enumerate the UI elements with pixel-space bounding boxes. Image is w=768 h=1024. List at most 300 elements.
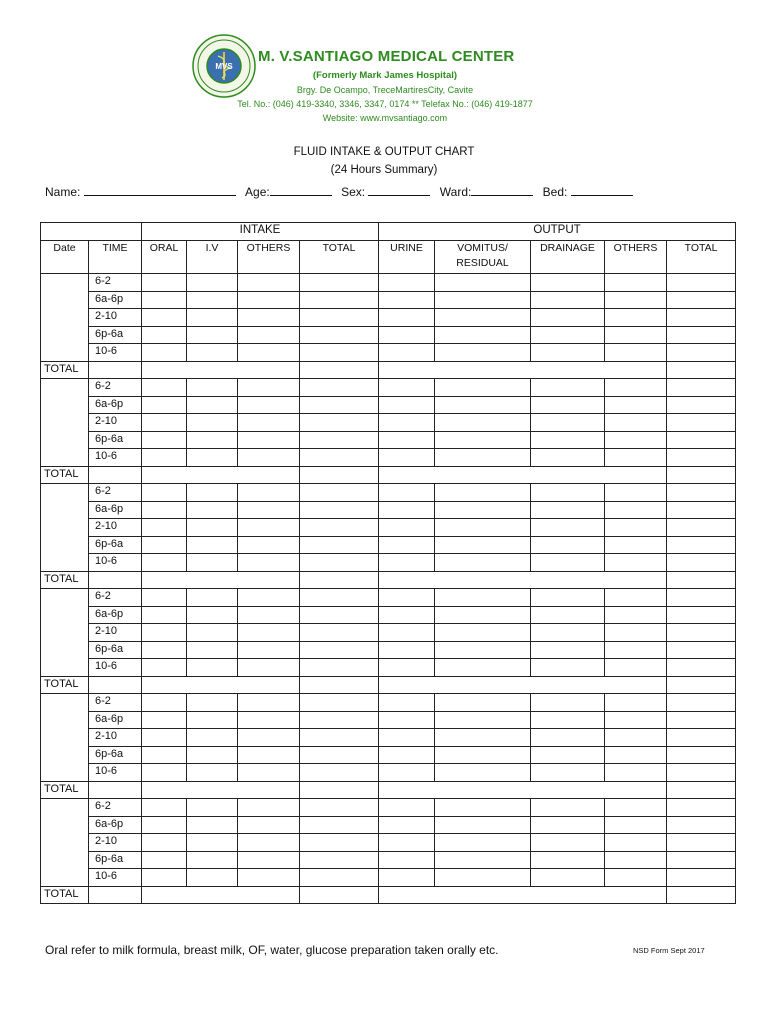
entry-cell[interactable]	[238, 274, 300, 292]
entry-cell[interactable]	[187, 344, 238, 362]
entry-cell[interactable]	[238, 291, 300, 309]
output-subtotal-cell[interactable]	[379, 361, 667, 379]
entry-cell[interactable]	[605, 869, 667, 887]
entry-cell[interactable]	[142, 834, 187, 852]
entry-cell[interactable]	[142, 326, 187, 344]
entry-cell[interactable]	[531, 291, 605, 309]
name-field[interactable]	[84, 184, 236, 196]
entry-cell[interactable]	[435, 309, 531, 327]
entry-cell[interactable]	[300, 379, 379, 397]
date-cell[interactable]	[41, 274, 89, 362]
entry-cell[interactable]	[667, 589, 736, 607]
entry-cell[interactable]	[300, 414, 379, 432]
entry-cell[interactable]	[238, 484, 300, 502]
entry-cell[interactable]	[531, 834, 605, 852]
entry-cell[interactable]	[187, 326, 238, 344]
entry-cell[interactable]	[531, 746, 605, 764]
entry-cell[interactable]	[187, 589, 238, 607]
entry-cell[interactable]	[435, 694, 531, 712]
entry-cell[interactable]	[187, 694, 238, 712]
entry-cell[interactable]	[142, 431, 187, 449]
entry-cell[interactable]	[238, 624, 300, 642]
entry-cell[interactable]	[142, 606, 187, 624]
entry-cell[interactable]	[187, 396, 238, 414]
intake-total-cell[interactable]	[300, 466, 379, 484]
entry-cell[interactable]	[605, 729, 667, 747]
entry-cell[interactable]	[667, 729, 736, 747]
entry-cell[interactable]	[142, 589, 187, 607]
entry-cell[interactable]	[531, 414, 605, 432]
entry-cell[interactable]	[435, 501, 531, 519]
intake-subtotal-cell[interactable]	[142, 571, 300, 589]
entry-cell[interactable]	[187, 746, 238, 764]
entry-cell[interactable]	[531, 764, 605, 782]
date-cell[interactable]	[41, 484, 89, 572]
intake-subtotal-cell[interactable]	[142, 466, 300, 484]
entry-cell[interactable]	[238, 851, 300, 869]
entry-cell[interactable]	[142, 484, 187, 502]
entry-cell[interactable]	[379, 589, 435, 607]
entry-cell[interactable]	[300, 309, 379, 327]
entry-cell[interactable]	[187, 641, 238, 659]
entry-cell[interactable]	[187, 291, 238, 309]
entry-cell[interactable]	[605, 834, 667, 852]
entry-cell[interactable]	[142, 309, 187, 327]
entry-cell[interactable]	[300, 694, 379, 712]
entry-cell[interactable]	[300, 274, 379, 292]
entry-cell[interactable]	[605, 484, 667, 502]
entry-cell[interactable]	[300, 764, 379, 782]
entry-cell[interactable]	[379, 414, 435, 432]
entry-cell[interactable]	[667, 851, 736, 869]
date-cell[interactable]	[41, 379, 89, 467]
entry-cell[interactable]	[238, 501, 300, 519]
entry-cell[interactable]	[142, 764, 187, 782]
entry-cell[interactable]	[605, 764, 667, 782]
entry-cell[interactable]	[667, 309, 736, 327]
entry-cell[interactable]	[667, 396, 736, 414]
entry-cell[interactable]	[531, 519, 605, 537]
date-cell[interactable]	[41, 799, 89, 887]
entry-cell[interactable]	[667, 344, 736, 362]
entry-cell[interactable]	[142, 291, 187, 309]
entry-cell[interactable]	[605, 449, 667, 467]
entry-cell[interactable]	[142, 536, 187, 554]
entry-cell[interactable]	[300, 851, 379, 869]
entry-cell[interactable]	[238, 414, 300, 432]
entry-cell[interactable]	[605, 536, 667, 554]
entry-cell[interactable]	[435, 746, 531, 764]
entry-cell[interactable]	[142, 694, 187, 712]
entry-cell[interactable]	[187, 309, 238, 327]
entry-cell[interactable]	[187, 554, 238, 572]
entry-cell[interactable]	[187, 484, 238, 502]
entry-cell[interactable]	[300, 589, 379, 607]
entry-cell[interactable]	[435, 379, 531, 397]
entry-cell[interactable]	[379, 834, 435, 852]
entry-cell[interactable]	[187, 799, 238, 817]
entry-cell[interactable]	[605, 274, 667, 292]
entry-cell[interactable]	[667, 624, 736, 642]
entry-cell[interactable]	[187, 764, 238, 782]
output-subtotal-cell[interactable]	[379, 571, 667, 589]
entry-cell[interactable]	[605, 816, 667, 834]
entry-cell[interactable]	[187, 431, 238, 449]
entry-cell[interactable]	[238, 659, 300, 677]
entry-cell[interactable]	[605, 396, 667, 414]
entry-cell[interactable]	[238, 536, 300, 554]
output-total-cell[interactable]	[667, 466, 736, 484]
output-total-cell[interactable]	[667, 781, 736, 799]
entry-cell[interactable]	[605, 379, 667, 397]
entry-cell[interactable]	[379, 431, 435, 449]
entry-cell[interactable]	[379, 711, 435, 729]
entry-cell[interactable]	[142, 659, 187, 677]
entry-cell[interactable]	[435, 344, 531, 362]
entry-cell[interactable]	[435, 449, 531, 467]
entry-cell[interactable]	[238, 589, 300, 607]
entry-cell[interactable]	[531, 606, 605, 624]
entry-cell[interactable]	[187, 729, 238, 747]
entry-cell[interactable]	[667, 641, 736, 659]
entry-cell[interactable]	[142, 396, 187, 414]
entry-cell[interactable]	[605, 431, 667, 449]
entry-cell[interactable]	[435, 589, 531, 607]
entry-cell[interactable]	[605, 501, 667, 519]
entry-cell[interactable]	[187, 519, 238, 537]
entry-cell[interactable]	[238, 641, 300, 659]
bed-field[interactable]	[571, 184, 633, 196]
entry-cell[interactable]	[605, 694, 667, 712]
entry-cell[interactable]	[379, 799, 435, 817]
entry-cell[interactable]	[435, 554, 531, 572]
entry-cell[interactable]	[142, 641, 187, 659]
entry-cell[interactable]	[667, 554, 736, 572]
entry-cell[interactable]	[300, 746, 379, 764]
entry-cell[interactable]	[238, 729, 300, 747]
intake-total-cell[interactable]	[300, 571, 379, 589]
output-subtotal-cell[interactable]	[379, 676, 667, 694]
entry-cell[interactable]	[379, 764, 435, 782]
entry-cell[interactable]	[379, 501, 435, 519]
entry-cell[interactable]	[300, 606, 379, 624]
entry-cell[interactable]	[531, 729, 605, 747]
entry-cell[interactable]	[187, 501, 238, 519]
entry-cell[interactable]	[531, 554, 605, 572]
entry-cell[interactable]	[142, 274, 187, 292]
intake-total-cell[interactable]	[300, 361, 379, 379]
entry-cell[interactable]	[435, 396, 531, 414]
age-field[interactable]	[270, 184, 332, 196]
entry-cell[interactable]	[187, 659, 238, 677]
entry-cell[interactable]	[605, 554, 667, 572]
entry-cell[interactable]	[187, 624, 238, 642]
output-total-cell[interactable]	[667, 886, 736, 904]
entry-cell[interactable]	[531, 711, 605, 729]
entry-cell[interactable]	[435, 536, 531, 554]
entry-cell[interactable]	[300, 834, 379, 852]
entry-cell[interactable]	[667, 449, 736, 467]
entry-cell[interactable]	[379, 606, 435, 624]
entry-cell[interactable]	[379, 869, 435, 887]
entry-cell[interactable]	[605, 851, 667, 869]
entry-cell[interactable]	[667, 326, 736, 344]
entry-cell[interactable]	[300, 291, 379, 309]
entry-cell[interactable]	[379, 396, 435, 414]
entry-cell[interactable]	[142, 816, 187, 834]
entry-cell[interactable]	[531, 501, 605, 519]
date-cell[interactable]	[41, 589, 89, 677]
entry-cell[interactable]	[300, 659, 379, 677]
entry-cell[interactable]	[605, 659, 667, 677]
entry-cell[interactable]	[300, 484, 379, 502]
entry-cell[interactable]	[667, 746, 736, 764]
entry-cell[interactable]	[667, 606, 736, 624]
entry-cell[interactable]	[238, 519, 300, 537]
entry-cell[interactable]	[300, 624, 379, 642]
entry-cell[interactable]	[300, 501, 379, 519]
entry-cell[interactable]	[531, 536, 605, 554]
entry-cell[interactable]	[300, 396, 379, 414]
entry-cell[interactable]	[238, 326, 300, 344]
output-total-cell[interactable]	[667, 676, 736, 694]
intake-subtotal-cell[interactable]	[142, 676, 300, 694]
sex-field[interactable]	[368, 184, 430, 196]
entry-cell[interactable]	[531, 396, 605, 414]
entry-cell[interactable]	[667, 711, 736, 729]
entry-cell[interactable]	[142, 869, 187, 887]
entry-cell[interactable]	[435, 519, 531, 537]
entry-cell[interactable]	[142, 519, 187, 537]
entry-cell[interactable]	[142, 449, 187, 467]
entry-cell[interactable]	[379, 659, 435, 677]
entry-cell[interactable]	[238, 746, 300, 764]
entry-cell[interactable]	[605, 326, 667, 344]
entry-cell[interactable]	[435, 764, 531, 782]
entry-cell[interactable]	[187, 606, 238, 624]
entry-cell[interactable]	[531, 431, 605, 449]
entry-cell[interactable]	[379, 449, 435, 467]
entry-cell[interactable]	[531, 449, 605, 467]
entry-cell[interactable]	[142, 501, 187, 519]
entry-cell[interactable]	[605, 291, 667, 309]
entry-cell[interactable]	[238, 449, 300, 467]
entry-cell[interactable]	[379, 554, 435, 572]
entry-cell[interactable]	[379, 379, 435, 397]
entry-cell[interactable]	[238, 764, 300, 782]
entry-cell[interactable]	[300, 554, 379, 572]
output-total-cell[interactable]	[667, 361, 736, 379]
entry-cell[interactable]	[667, 501, 736, 519]
entry-cell[interactable]	[142, 851, 187, 869]
entry-cell[interactable]	[238, 799, 300, 817]
entry-cell[interactable]	[531, 641, 605, 659]
entry-cell[interactable]	[605, 344, 667, 362]
entry-cell[interactable]	[379, 291, 435, 309]
entry-cell[interactable]	[238, 711, 300, 729]
entry-cell[interactable]	[605, 711, 667, 729]
entry-cell[interactable]	[238, 396, 300, 414]
entry-cell[interactable]	[238, 309, 300, 327]
entry-cell[interactable]	[142, 379, 187, 397]
entry-cell[interactable]	[667, 869, 736, 887]
entry-cell[interactable]	[300, 711, 379, 729]
entry-cell[interactable]	[605, 624, 667, 642]
entry-cell[interactable]	[238, 431, 300, 449]
entry-cell[interactable]	[379, 816, 435, 834]
entry-cell[interactable]	[238, 379, 300, 397]
entry-cell[interactable]	[435, 274, 531, 292]
entry-cell[interactable]	[187, 379, 238, 397]
intake-subtotal-cell[interactable]	[142, 781, 300, 799]
entry-cell[interactable]	[531, 659, 605, 677]
entry-cell[interactable]	[142, 344, 187, 362]
entry-cell[interactable]	[605, 309, 667, 327]
entry-cell[interactable]	[379, 536, 435, 554]
entry-cell[interactable]	[238, 816, 300, 834]
entry-cell[interactable]	[187, 869, 238, 887]
entry-cell[interactable]	[435, 799, 531, 817]
entry-cell[interactable]	[300, 449, 379, 467]
entry-cell[interactable]	[238, 694, 300, 712]
entry-cell[interactable]	[379, 624, 435, 642]
entry-cell[interactable]	[435, 711, 531, 729]
entry-cell[interactable]	[300, 431, 379, 449]
entry-cell[interactable]	[667, 536, 736, 554]
intake-total-cell[interactable]	[300, 781, 379, 799]
entry-cell[interactable]	[435, 606, 531, 624]
entry-cell[interactable]	[531, 326, 605, 344]
entry-cell[interactable]	[142, 799, 187, 817]
entry-cell[interactable]	[667, 291, 736, 309]
entry-cell[interactable]	[300, 816, 379, 834]
entry-cell[interactable]	[667, 379, 736, 397]
intake-subtotal-cell[interactable]	[142, 361, 300, 379]
entry-cell[interactable]	[300, 326, 379, 344]
entry-cell[interactable]	[531, 624, 605, 642]
entry-cell[interactable]	[667, 816, 736, 834]
entry-cell[interactable]	[531, 589, 605, 607]
entry-cell[interactable]	[142, 729, 187, 747]
entry-cell[interactable]	[379, 309, 435, 327]
entry-cell[interactable]	[531, 379, 605, 397]
entry-cell[interactable]	[379, 746, 435, 764]
entry-cell[interactable]	[238, 554, 300, 572]
entry-cell[interactable]	[238, 834, 300, 852]
entry-cell[interactable]	[531, 694, 605, 712]
entry-cell[interactable]	[300, 641, 379, 659]
entry-cell[interactable]	[379, 729, 435, 747]
entry-cell[interactable]	[435, 431, 531, 449]
entry-cell[interactable]	[605, 519, 667, 537]
entry-cell[interactable]	[667, 834, 736, 852]
entry-cell[interactable]	[667, 431, 736, 449]
entry-cell[interactable]	[187, 536, 238, 554]
entry-cell[interactable]	[187, 274, 238, 292]
output-subtotal-cell[interactable]	[379, 781, 667, 799]
entry-cell[interactable]	[187, 449, 238, 467]
entry-cell[interactable]	[435, 291, 531, 309]
output-subtotal-cell[interactable]	[379, 886, 667, 904]
entry-cell[interactable]	[300, 869, 379, 887]
entry-cell[interactable]	[379, 694, 435, 712]
entry-cell[interactable]	[379, 851, 435, 869]
entry-cell[interactable]	[379, 274, 435, 292]
entry-cell[interactable]	[187, 711, 238, 729]
entry-cell[interactable]	[531, 274, 605, 292]
entry-cell[interactable]	[667, 484, 736, 502]
entry-cell[interactable]	[435, 834, 531, 852]
entry-cell[interactable]	[667, 799, 736, 817]
entry-cell[interactable]	[435, 414, 531, 432]
entry-cell[interactable]	[667, 694, 736, 712]
entry-cell[interactable]	[300, 519, 379, 537]
entry-cell[interactable]	[667, 274, 736, 292]
entry-cell[interactable]	[379, 326, 435, 344]
entry-cell[interactable]	[531, 344, 605, 362]
entry-cell[interactable]	[187, 816, 238, 834]
entry-cell[interactable]	[605, 746, 667, 764]
entry-cell[interactable]	[605, 589, 667, 607]
entry-cell[interactable]	[142, 414, 187, 432]
entry-cell[interactable]	[605, 606, 667, 624]
entry-cell[interactable]	[300, 729, 379, 747]
output-subtotal-cell[interactable]	[379, 466, 667, 484]
entry-cell[interactable]	[531, 309, 605, 327]
entry-cell[interactable]	[379, 519, 435, 537]
entry-cell[interactable]	[142, 624, 187, 642]
entry-cell[interactable]	[187, 414, 238, 432]
output-total-cell[interactable]	[667, 571, 736, 589]
entry-cell[interactable]	[605, 799, 667, 817]
entry-cell[interactable]	[142, 746, 187, 764]
entry-cell[interactable]	[142, 554, 187, 572]
intake-total-cell[interactable]	[300, 886, 379, 904]
intake-subtotal-cell[interactable]	[142, 886, 300, 904]
entry-cell[interactable]	[379, 344, 435, 362]
entry-cell[interactable]	[435, 816, 531, 834]
entry-cell[interactable]	[435, 641, 531, 659]
entry-cell[interactable]	[667, 764, 736, 782]
entry-cell[interactable]	[531, 851, 605, 869]
entry-cell[interactable]	[187, 834, 238, 852]
entry-cell[interactable]	[435, 659, 531, 677]
entry-cell[interactable]	[435, 624, 531, 642]
entry-cell[interactable]	[531, 484, 605, 502]
ward-field[interactable]	[471, 184, 533, 196]
entry-cell[interactable]	[435, 729, 531, 747]
entry-cell[interactable]	[238, 869, 300, 887]
entry-cell[interactable]	[531, 869, 605, 887]
entry-cell[interactable]	[238, 606, 300, 624]
entry-cell[interactable]	[435, 869, 531, 887]
entry-cell[interactable]	[435, 851, 531, 869]
entry-cell[interactable]	[605, 641, 667, 659]
entry-cell[interactable]	[300, 536, 379, 554]
entry-cell[interactable]	[187, 851, 238, 869]
entry-cell[interactable]	[531, 799, 605, 817]
entry-cell[interactable]	[142, 711, 187, 729]
entry-cell[interactable]	[667, 659, 736, 677]
entry-cell[interactable]	[300, 344, 379, 362]
entry-cell[interactable]	[379, 484, 435, 502]
entry-cell[interactable]	[300, 799, 379, 817]
entry-cell[interactable]	[238, 344, 300, 362]
intake-total-cell[interactable]	[300, 676, 379, 694]
entry-cell[interactable]	[531, 816, 605, 834]
entry-cell[interactable]	[667, 519, 736, 537]
date-cell[interactable]	[41, 694, 89, 782]
